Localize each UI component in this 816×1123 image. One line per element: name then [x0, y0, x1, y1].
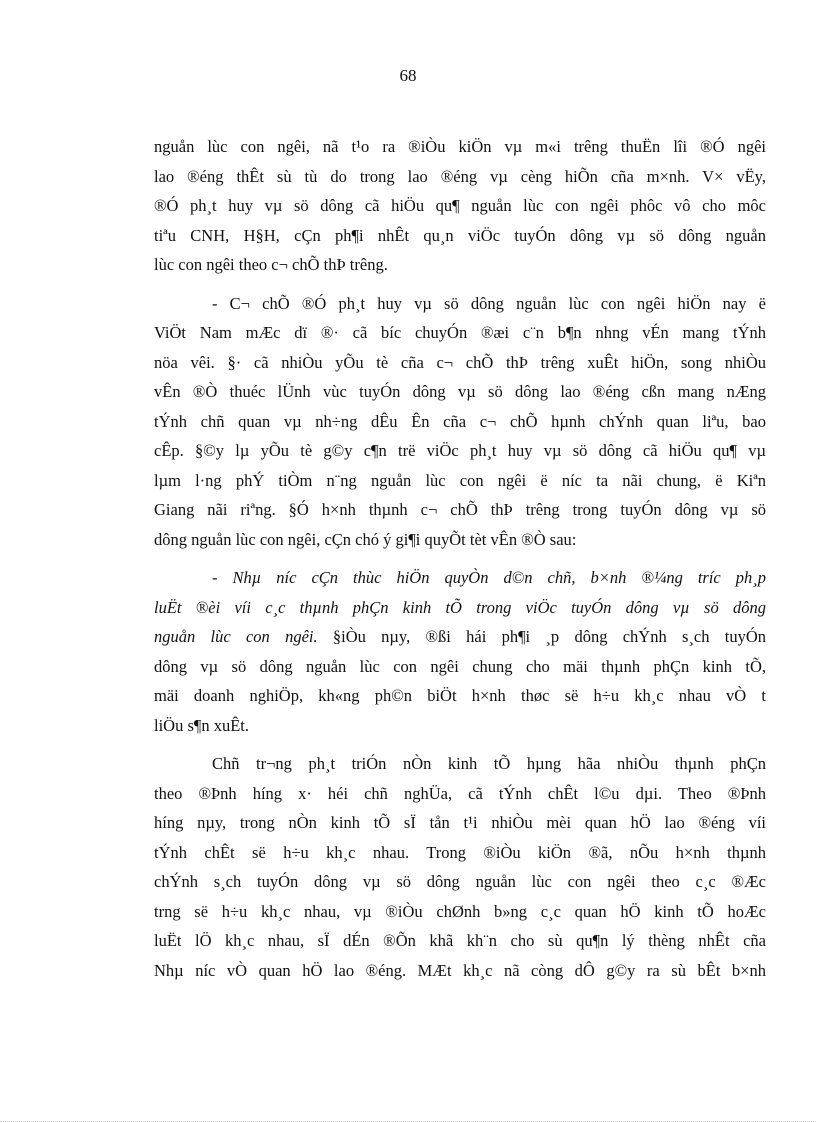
text-line: - C¬ chÕ ®Ó ph¸t huy vµ sö dông nguån lùc con ngêi hiÖn nay ë [212, 293, 766, 313]
page-number: 68 [399, 66, 417, 85]
paragraph [154, 132, 766, 280]
page-bottom-rule [0, 1121, 816, 1122]
text-line: lùc con ngêi theo c¬ chÕ thÞ trêng. [154, 255, 388, 274]
text-line: dông nguån lùc con ngêi, cÇn chó ý gi¶i quyÕt tèt vÊn ®Ò sau: [154, 529, 577, 549]
text-line: ViÖt Nam mÆc dï ®· cã bíc chuyÓn ®æi c¨n b¶n nhng vÉn mang tÝnh [154, 323, 766, 342]
text-span: §iÒu nµy, ®ßi hái ph¶i ¸p dông chÝnh s¸ch tuyÓn [317, 627, 766, 646]
text-line: chÝnh s¸ch tuyÓn dông vµ sö dông nguån lùc con ngêi theo c¸c ®Æc [154, 872, 766, 891]
text-line: lµm l·ng phÝ tiÒm n¨ng nguån lùc con ngêi ë níc ta nãi chung, ë Kiªn [154, 470, 766, 490]
text-line: lao ®éng thÊt sù tù do trong lao ®éng vµ cèng hiÕn cña m×nh. V× vËy, [154, 166, 766, 186]
paragraph [154, 289, 766, 555]
text-line: cÊp. §©y lµ yÕu tè g©y c¶n trë viÖc ph¸t huy vµ sö dông cã hiÖu qu¶ vµ [154, 441, 766, 460]
text-line: tÝnh chÊt së h÷u kh¸c nhau. Trong ®iÒu kiÖn ®ã, nÕu h×nh thµnh [154, 842, 766, 862]
italic-span: nguån lùc con ngêi. [154, 627, 318, 646]
body-text [154, 132, 766, 985]
text-line: tiªu CNH, H§H, cÇn ph¶i nhÊt qu¸n viÖc tuyÓn dông vµ sö dông nguån [154, 225, 766, 245]
text-line: luËt lÖ kh¸c nhau, sÏ dÉn ®Õn khã kh¨n cho sù qu¶n lý thèng nhÊt cña [154, 931, 766, 950]
italic-text-line: luËt ®èi víi c¸c thµnh phÇn kinh tÕ trong viÖc tuyÓn dông vµ sö dông [154, 597, 766, 617]
text-line: tÝnh chñ quan vµ nh÷ng dÊu Ên cña c¬ chÕ hµnh chÝnh quan liªu, bao [154, 411, 766, 431]
text-line: trng së h÷u kh¸c nhau, vµ ®iÒu chØnh b»ng c¸c quan hÖ kinh tÕ hoÆc [154, 901, 766, 921]
paragraph [154, 749, 766, 985]
text-line: vÊn ®Ò thuéc lÜnh vùc tuyÓn dông vµ sö dông lao ®éng cßn mang nÆng [154, 382, 766, 401]
text-line: Giang nãi riªng. §Ó h×nh thµnh c¬ chÕ thÞ trêng trong tuyÓn dông vµ sö [154, 500, 766, 519]
text-line: mäi doanh nghiÖp, kh«ng ph©n biÖt h×nh thøc së h÷u kh¸c nhau vÒ t [154, 686, 766, 705]
text-line: híng nµy, trong nÒn kinh tÕ sÏ tån t¹i nhiÒu mèi quan hÖ lao ®éng víi [154, 813, 766, 832]
text-line: ®Ó ph¸t huy vµ sö dông cã hiÖu qu¶ nguån lùc con ngêi phôc vô cho môc [154, 196, 766, 215]
text-line: Nhµ níc vÒ quan hÖ lao ®éng. MÆt kh¸c nã còng dÔ g©y ra sù bÊt b×nh [154, 960, 766, 980]
text-line: liÖu s¶n xuÊt. [154, 715, 250, 735]
mixed-text-line [154, 622, 766, 652]
text-line: theo ®Þnh híng x· héi chñ nghÜa, cã tÝnh chÊt l©u dµi. Theo ®Þnh [154, 783, 766, 803]
text-line: Chñ tr¬ng ph¸t triÓn nÒn kinh tÕ hµng hãa nhiÒu thµnh phÇn [212, 754, 766, 773]
text-line: nöa vêi. §· cã nhiÒu yÕu tè cña c¬ chÕ thÞ trêng xuÊt hiÖn, song nhiÒu [154, 352, 766, 372]
text-line: nguån lùc con ngêi, nã t¹o ra ®iÒu kiÖn vµ m«i trêng thuËn lîi ®Ó ngêi [154, 137, 766, 156]
italic-text-line: - Nhµ níc cÇn thùc hiÖn quyÒn d©n chñ, b×nh ®¼ng tríc ph¸p [212, 568, 766, 587]
text-line: dông vµ sö dông nguån lùc con ngêi chung cho mäi thµnh phÇn kinh tÕ, [154, 656, 766, 676]
paragraph [154, 563, 766, 740]
